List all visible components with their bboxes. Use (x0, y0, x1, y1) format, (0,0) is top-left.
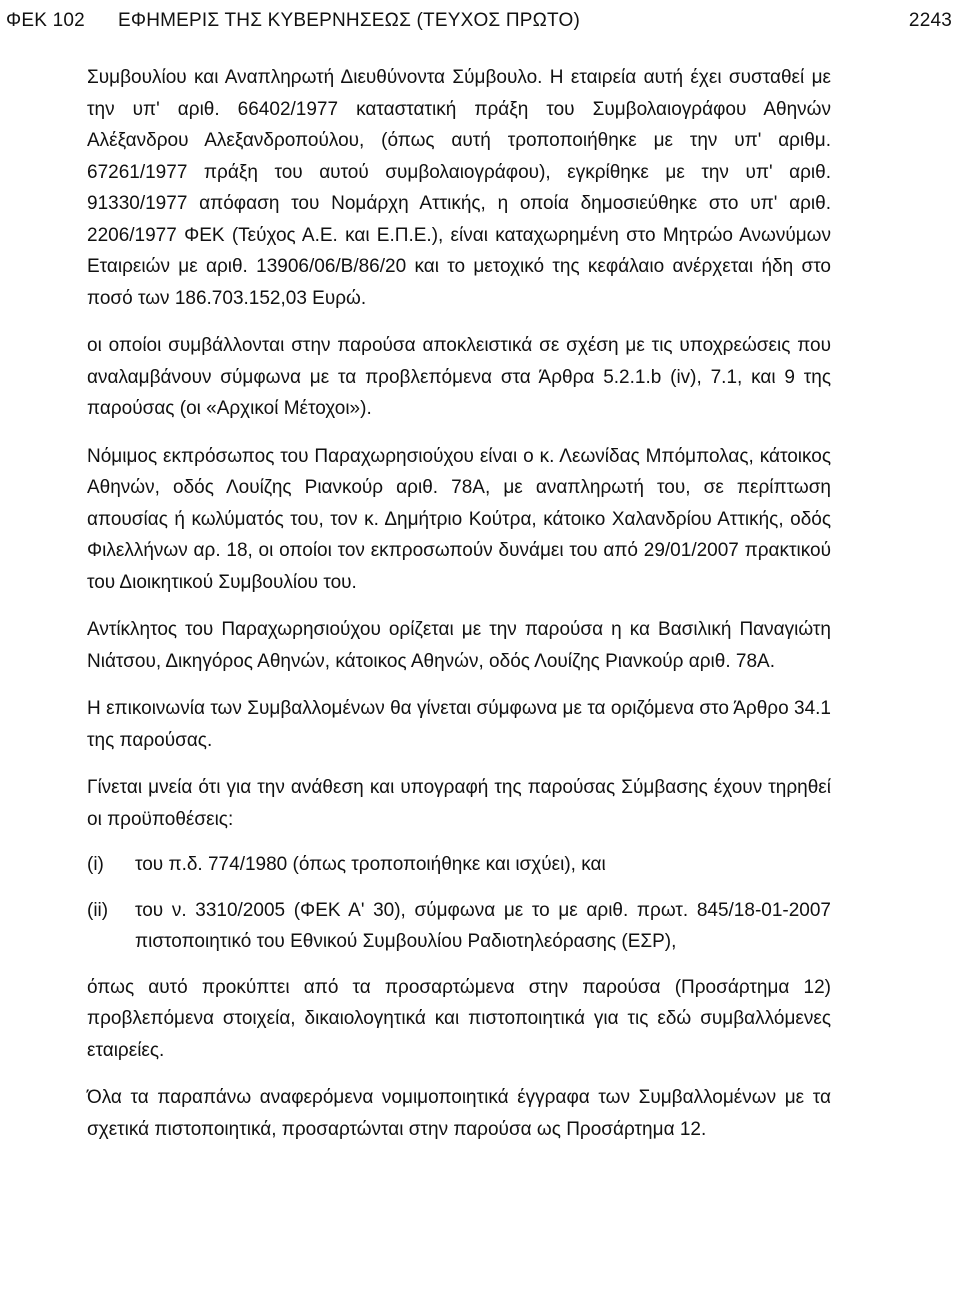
list-item-text: του π.δ. 774/1980 (όπως τροποποιήθηκε και ισχύει), και (135, 854, 606, 875)
paragraph-company-registration: Συμβουλίου και Αναπληρωτή Διευθύνοντα Σύμβουλο. Η εταιρεία αυτή έχει συσταθεί με την υπ' αριθ. 66402/1977 καταστατική πράξη του Συμβολαιογράφου Αθηνών Αλέξανδρου Αλεξανδροπούλου, (όπως αυτή τροποποιήθηκε με την υπ' αριθμ. 67261/1977 πράξη του αυτού συμβολαιογράφου), εγκρίθηκε με την υπ' αριθ. 91330/1977 απόφαση του Νομάρχη Αττικής, η οποία δημοσιεύθηκε στο υπ' αριθ. 2206/1977 ΦΕΚ (Τεύχος Α.Ε. και Ε.Π.Ε.), είναι καταχωρημένη στο Μητρώο Ανωνύμων Εταιρειών με αριθ. 13906/06/Β/86/20 και το μετοχικό της κεφάλαιο ανέρχεται ήδη στο ποσό των 186.703.152,03 Ευρώ. (87, 67, 831, 309)
paragraph-initial-shareholders: οι οποίοι συμβάλλονται στην παρούσα αποκλειστικά σε σχέση με τις υποχρεώσεις που αναλαμβάνουν σύμφωνα με τα προβλεπόμενα στα Άρθρα 5.2.1.b (iv), 7.1, και 9 της παρούσας (οι «Αρχικοί Μέτοχοι»). (87, 335, 831, 419)
list-item (87, 895, 831, 958)
paragraph-preconditions: Γίνεται μνεία ότι για την ανάθεση και υπογραφή της παρούσας Σύμβασης έχουν τηρηθεί οι προϋποθέσεις: (87, 777, 831, 830)
paragraph-appendix-attachment: Όλα τα παραπάνω αναφερόμενα νομιμοποιητικά έγγραφα των Συμβαλλομένων με τα σχετικά πιστοποιητικά, προσαρτώνται στην παρούσα ως Προσάρτημα 12. (87, 1087, 831, 1140)
list-marker: (ii) (87, 899, 109, 921)
paragraph-legal-representative: Νόμιμος εκπρόσωπος του Παραχωρησιούχου είναι ο κ. Λεωνίδας Μπόμπολας, κάτοικος Αθηνών, οδός Λουίζης Ριανκούρ αριθ. 78Α, με αναπληρωτή του, σε περίπτωση απουσίας ή κωλύματός του, τον κ. Δημήτριο Κούτρα, κάτοικο Χαλανδρίου Αττικής, οδός Φιλελλήνων αρ. 18, οι οποίοι τον εκπροσωπούν δυνάμει του από 29/01/2007 πρακτικού του Διοικητικού Συμβουλίου του. (87, 445, 831, 593)
paragraph-attorney: Αντίκλητος του Παραχωρησιούχου ορίζεται με την παρούσα η κα Βασιλική Παναγιώτη Νιάτσου, Δικηγόρος Αθηνών, κάτοικος Αθηνών, οδός Λουίζης Ριανκούρ αριθ. 78Α. (87, 619, 831, 672)
document-body (87, 62, 831, 1161)
gazette-issue-number: ΦΕΚ 102 (6, 10, 85, 31)
paragraph-appendix-reference: όπως αυτό προκύπτει από τα προσαρτώμενα στην παρούσα (Προσάρτημα 12) προβλεπόμενα στοιχεία, δικαιολογητικά και πιστοποιητικά για τις εδώ συμβαλλόμενες εταιρείες. (87, 976, 831, 1061)
page-header (0, 6, 960, 36)
paragraph-communication: Η επικοινωνία των Συμβαλλομένων θα γίνεται σύμφωνα με τα οριζόμενα στο Άρθρο 34.1 της παρούσας. (87, 698, 831, 751)
page-number: 2243 (908, 10, 952, 31)
list-marker: (i) (87, 854, 104, 875)
list-item-text: του ν. 3310/2005 (ΦΕΚ Α' 30), σύμφωνα με το με αριθ. πρωτ. 845/18-01-2007 πιστοποιητικό του Εθνικού Συμβουλίου Ραδιοτηλεόρασης (ΕΣΡ), (135, 899, 831, 952)
list-item (87, 849, 831, 881)
gazette-title: ΕΦΗΜΕΡΙΣ ΤΗΣ ΚΥΒΕΡΝΗΣΕΩΣ (ΤΕΥΧΟΣ ΠΡΩΤΟ) (118, 10, 581, 31)
